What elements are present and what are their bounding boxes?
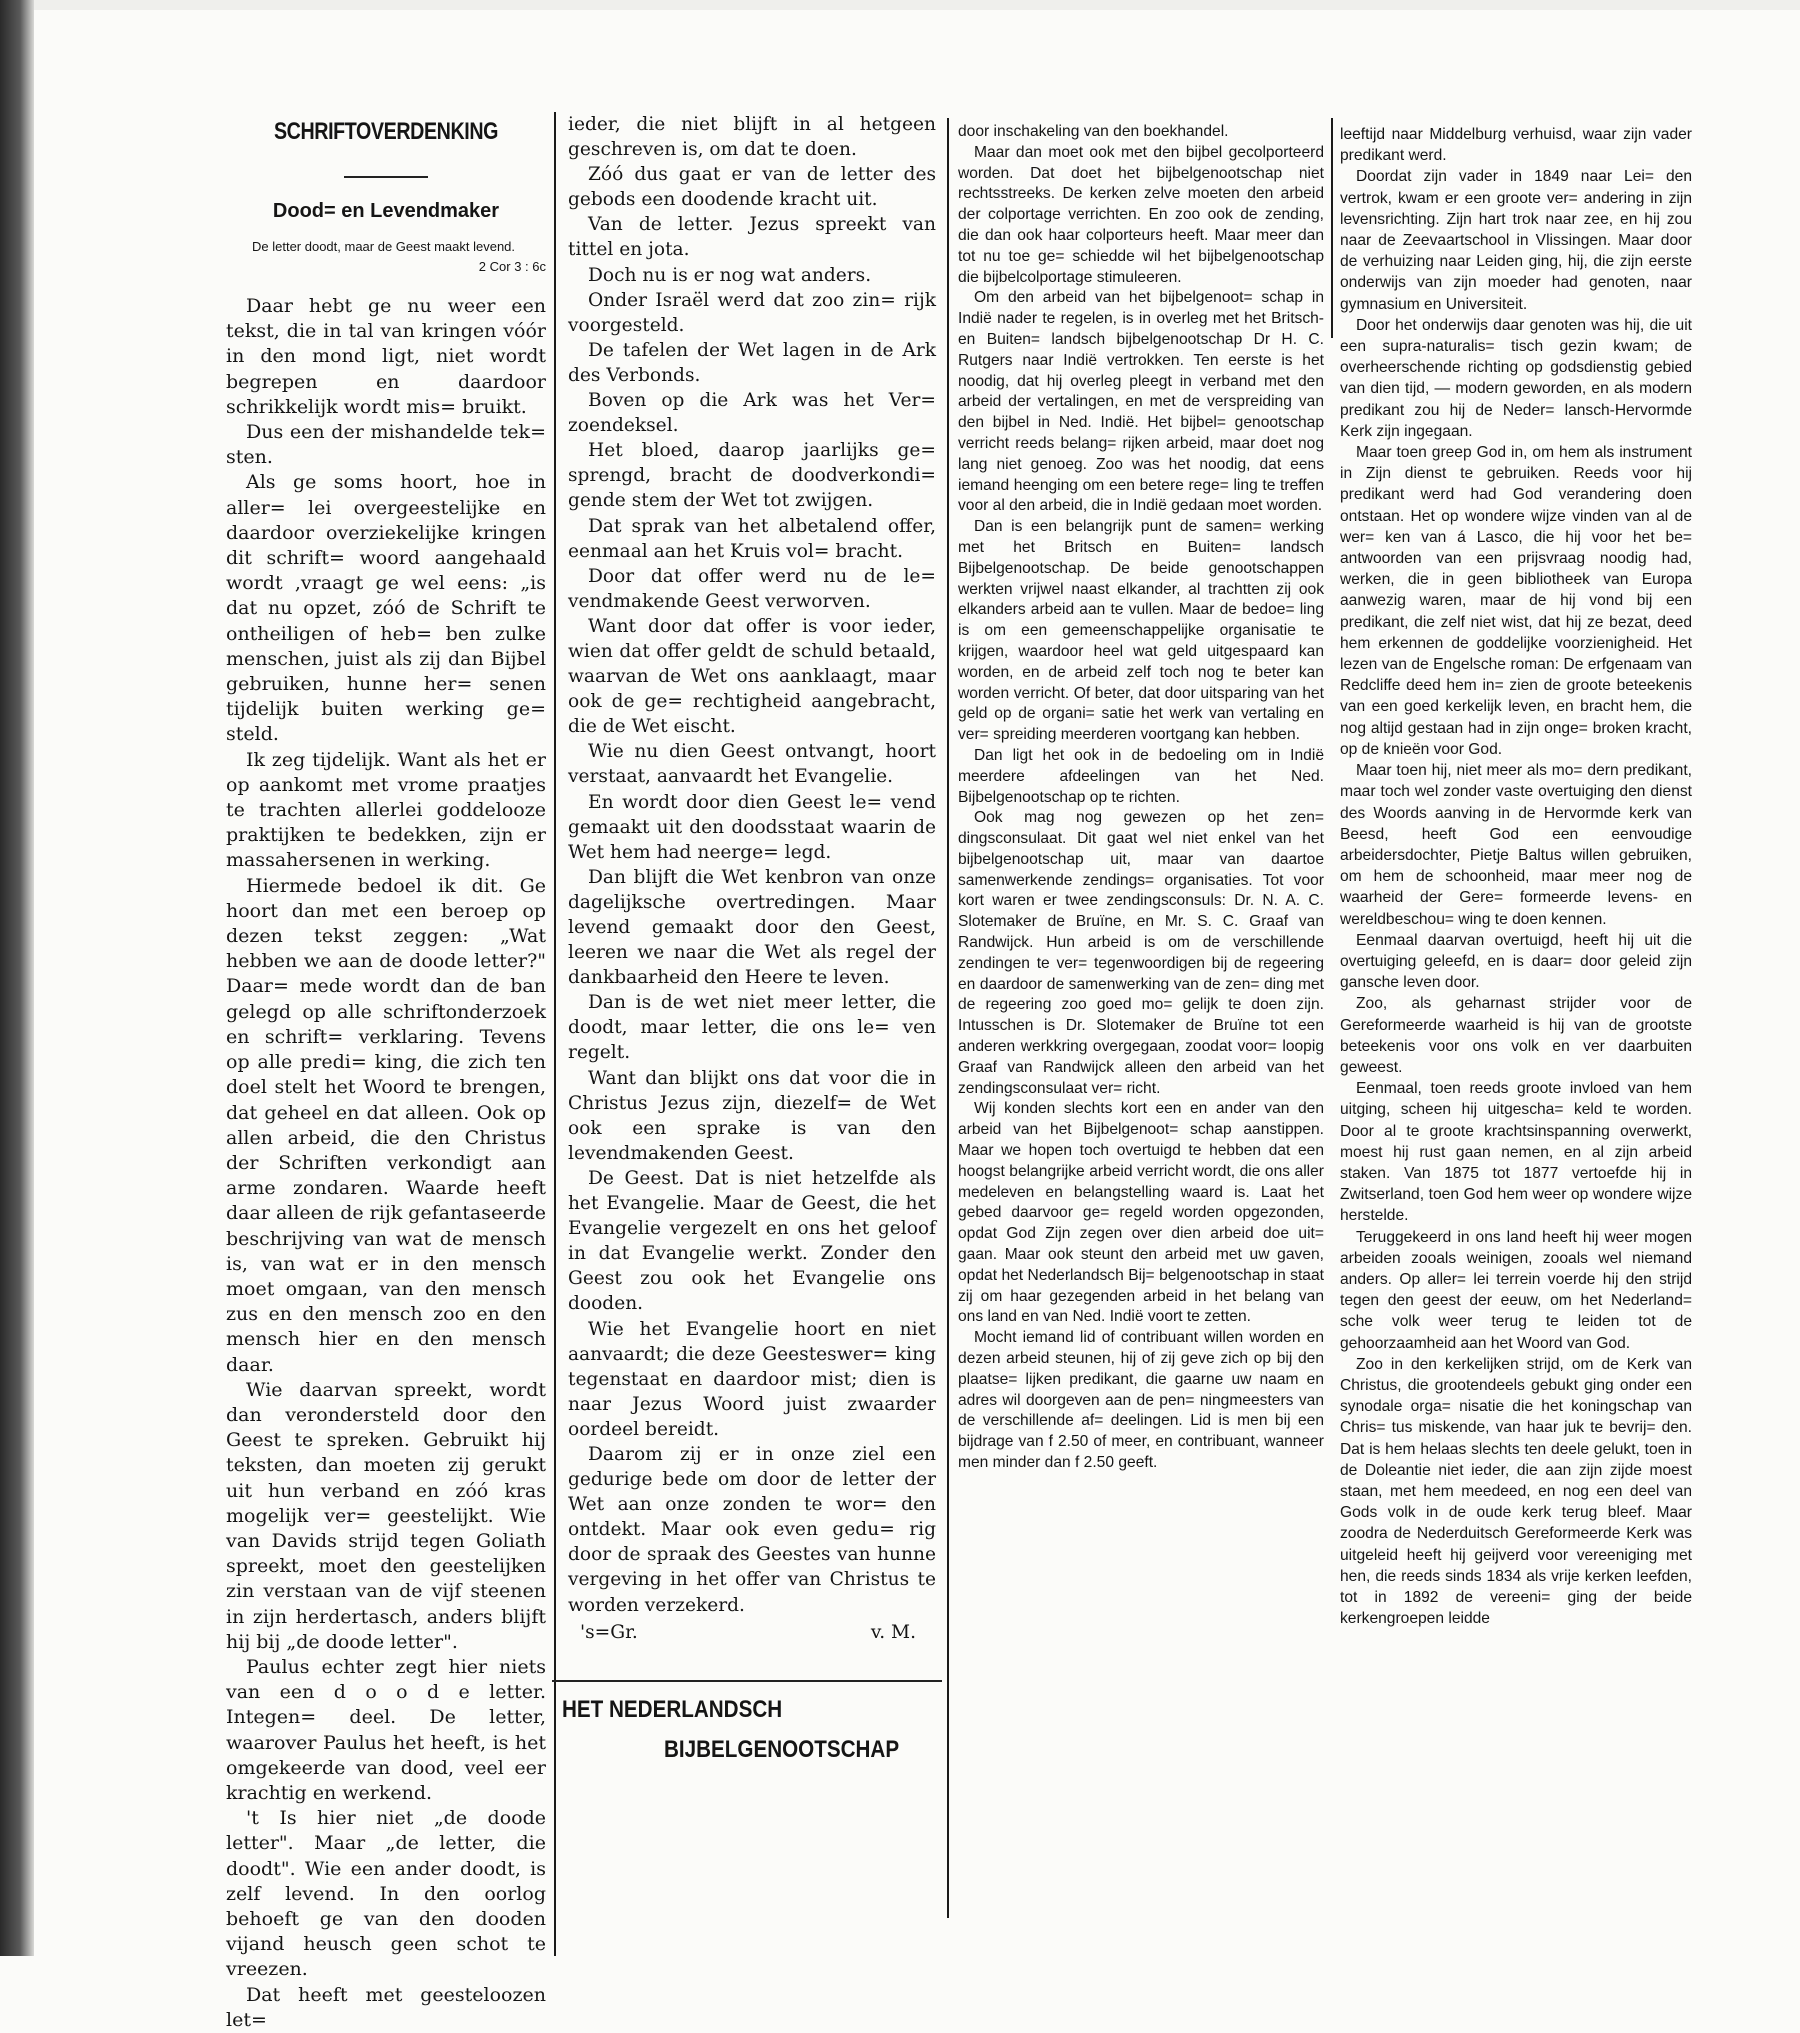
paragraph: Van de letter. Jezus spreekt van tittel en jota. bbox=[568, 214, 936, 261]
paragraph: Zóó dus gaat er van de letter des gebods een doodende kracht uit. bbox=[568, 164, 936, 211]
article2-title-line2: BIJBELGENOOTSCHAP bbox=[664, 1735, 900, 1763]
paragraph: Door het onderwijs daar genoten was hij, die uit een supra-naturalis= tisch gezin kwam; de overheerschende richting op godsdienstig gebied van dien tijd, — modern geworden, en als modern predikant zou hij de Neder= lansch-Hervormde Kerk zijn ingegaan. bbox=[1340, 316, 1692, 440]
paragraph: ieder, die niet blijft in al hetgeen geschreven is, om dat te doen. bbox=[568, 114, 936, 161]
paragraph: Paulus echter zegt hier niets van een d o o d e letter. Integen= deel. De letter, waarover Paulus het heeft, is het omgekeerde van dood, veel eer krachtig en werkend. bbox=[226, 1655, 546, 1804]
paragraph: door inschakeling van den boekhandel. bbox=[958, 123, 1229, 140]
paragraph: Eenmaal, toen reeds groote invloed van hem uitging, scheen hij uitgescha= keld te worden. Door al te groote krachtsinspanning overwerkt, moest hij rust gaan nemen, en al zijn arbeid staken. Van 1875 tot 1877 vertoefde hij in Zwitserland, toen God hem weer op wondere wijze herstelde. bbox=[1340, 1080, 1692, 1225]
paragraph: Eenmaal daarvan overtuigd, heeft hij uit die overtuiging geleefd, en is daar= door geleid zijn gansche leven door. bbox=[1340, 931, 1692, 992]
paragraph: Boven op die Ark was het Ver= zoendeksel. bbox=[568, 390, 936, 437]
paragraph: Dan blijft die Wet kenbron van onze dagelijksche overtredingen. Maar levend gemaakt door den Geest, leeren we naar die Wet als regel der dankbaarheid den Heere te leven. bbox=[568, 866, 936, 989]
column-3 bbox=[958, 122, 1324, 1966]
column-2 bbox=[562, 112, 936, 1956]
article2-title-line1: HET NEDERLANDSCH bbox=[562, 1695, 783, 1723]
paragraph: Maar dan moet ook met den bijbel gecolporteerd worden. Dat doet het bijbelgenootschap niet rechtsstreeks. De kerken zelve moeten den arbeid der colportage verrichten. En zoo ook de zending, die dan ook haar colporteurs heeft. Maar meer dan tot nu toe ge= schiedde wil het bijbelgenootschap die bijbelcolportage stimuleeren. bbox=[958, 143, 1324, 286]
paragraph: Zoo in den kerkelijken strijd, om de Kerk van Christus, die grootendeels gebukt ging onder een synodale orga= nisatie die het koningschap van Chris= tus miskende, van haar juk te bevrij= den. Dat is hem helaas slechts ten deele gelukt, toen in de Doleantie niet ieder, die aan zijn zijde moest staan, met hem meedeed, en nog een deel van Gods volk in de oude kerk terug bleef. Maar zoodra de Nederduitsch Gereformeerde Kerk was uitgeleid heeft hij geijverd voor vereeniging met hen, die reeds sinds 1834 als vrije kerken leefden, tot in 1892 de vereeni= ging der beide kerkengroepen leidde bbox=[1340, 1355, 1692, 1628]
paragraph: Om den arbeid van het bijbelgenoot= schap in Indië nader te regelen, is in overleg met het Britsch- en Buiten= landsch bijbelgenootschap Dr H. C. Rutgers naar Indië vertrokken. Ten eerste is het noodig, dat hij overleg pleegt in verband met den arbeid der vertalingen, en met de verspreiding van den bijbel in Ned. Indië. Het bijbel= genootschap verricht reeds belang= rijken arbeid, maar doet nog lang niet genoeg. Zoo was het noodig, dat eens iemand heenging om een betere rege= ling te treffen voor al den arbeid, die in Indië gedaan moet worden. bbox=[958, 289, 1324, 515]
paragraph: Dan is een belangrijk punt de samen= werking met het Britsch en Buiten= landsch Bijbelgenootschap. De beide genootschappen werkten vrijwel naast elkander, al trachtten zij ook elkanders arbeid aan te vullen. Maar de bedoe= ling is om een gemeenschappelijke organisatie te krijgen, waardoor heel wat geld uitgespaard kan worden, en de arbeid zelf toch nog te beter kan worden verricht. Of beter, dat door uitsparing van het geld op de organi= satie het werk van vertaling en ver= spreiding meerderen voortgang kan hebben. bbox=[958, 518, 1324, 744]
article-title: SCHRIFTOVERDENKING bbox=[273, 118, 499, 145]
paragraph: Wij konden slechts kort een en ander van den arbeid van het Bijbelgenoot= schap aanstippen. Maar we hopen toch overtuigd te hebben dat een hoogst belangrijke arbeid verricht wordt, die ons aller medeleven en belangstelling waard is. Laat het gebed daarvoor ge= regeld worden opgezonden, opdat God Zijn zegen over dien arbeid doe uit= gaan. Maar ook steunt den arbeid met uw gaven, opdat het Nederlandsch Bij= belgenootschap in staat zij om haar gezegenden arbeid in het belang van ons land en van Ned. Indië voort te zetten. bbox=[958, 1100, 1324, 1326]
column-divider bbox=[947, 118, 949, 1918]
paragraph: De tafelen der Wet lagen in de Ark des Verbonds. bbox=[568, 339, 936, 386]
paragraph: Dat heeft met geesteloozen let= bbox=[226, 1983, 546, 2031]
column-4 bbox=[1340, 124, 1692, 1968]
paragraph: Ik zeg tijdelijk. Want als het er op aankomt met vrome praatjes te trachten allerlei goddelooze praktijken te bedekken, zijn er massahersenen in werking. bbox=[226, 748, 546, 872]
paragraph: Maar toen greep God in, om hem als instrument in Zijn dienst te gebruiken. Reeds voor hij predikant werd had God verandering doen ontstaan. Het op wondere wijze vinden van al de wer= ken van á Lasco, die hij voor het be= antwoorden van een prijsvraag noodig had, werken, die in geen bibliotheek van Europa aanwezig waren, maar de hij vond bij een predikant, die zelf niet wist, dat hij ze bezat, deed hem erkennen de goddelijke voorzienigheid. Het lezen van de Engelsche roman: De erfgenaam van Redcliffe deed hem in= zien de groote beteekenis van een goed kerkelijk leven, en bracht hem, die nog altijd gestaan had in zijn onge= broken kracht, op de knieën voor God. bbox=[1340, 444, 1692, 758]
paragraph: De Geest. Dat is niet hetzelfde als het Evangelie. Maar de Geest, die het Evangelie vergezelt en ons het geloof in dat Evangelie werkt. Zonder den Geest zou ook het Evangelie ons dooden. bbox=[568, 1167, 936, 1315]
title-rule bbox=[344, 176, 428, 178]
paragraph: Maar toen hij, niet meer als mo= dern predikant, maar toch wel zonder vaste overtuiging den dienst des Woords aanving in de Hervormde kerk van Beesd, heeft God een eenvoudige arbeidersdochter, Pietje Baltus willen gebruiken, om hem de schoonheid, maar meer nog de waarheid der Gere= formeerde levens- en wereldbeschou= wing te doen kennen. bbox=[1340, 762, 1692, 928]
paragraph: Daar hebt ge nu weer een tekst, die in tal van kringen vóór in den mond ligt, niet wordt begrepen en daardoor schrikkelijk wordt mis= bruikt. bbox=[226, 295, 546, 418]
paragraph: En wordt door dien Geest le= vend gemaakt uit den doodsstaat waarin de Wet hem had neerge= legd. bbox=[568, 791, 936, 863]
paragraph: Zoo, als geharnast strijder voor de Gereformeerde waarheid is hij van de grootste beteekenis voor ons volk en ver daarbuiten geweest. bbox=[1340, 995, 1692, 1076]
motto: De letter doodt, maar de Geest maakt levend. bbox=[252, 239, 516, 254]
paragraph: leeftijd naar Middelburg verhuisd, waar zijn vader predikant werd. bbox=[1340, 126, 1692, 165]
scan-top-edge bbox=[0, 0, 1800, 10]
paragraph: Dan is de wet niet meer letter, die doodt, maar letter, die ons le= ven regelt. bbox=[568, 992, 936, 1064]
paragraph: Het bloed, daarop jaarlijks ge= sprengd, bracht de doodverkondi= gende stem der Wet tot zwijgen. bbox=[568, 440, 936, 512]
paragraph: Wie daarvan spreekt, wordt dan verondersteld door den Geest te spreken. Gebruikt hij teksten, dan moeten zij gerukt uit hun verband en zóó kras mogelijk ver= geestelijkt. Wie van Davids strijd tegen Goliath spreekt, moet den geestelijken zin verstaan van de vijf steenen in zijn herdertasch, anders blijft hij bij „de doode letter". bbox=[226, 1378, 546, 1653]
article-subtitle: Dood= en Levendmaker bbox=[272, 200, 500, 222]
paragraph: Dus een der mishandelde tek= sten. bbox=[226, 421, 546, 469]
article-box-rule bbox=[552, 1680, 942, 1682]
paragraph: Door dat offer werd nu de le= vendmakende Geest verworven. bbox=[568, 565, 936, 612]
paragraph: Teruggekeerd in ons land heeft hij weer mogen arbeiden zooals weinigen, zooals wel niemand anders. Op aller= lei terrein voerde hij den strijd tegen den geest der eeuw, om het Nederland= sche volk weer terug te leiden tot de gehoorzaamheid aan het Woord van God. bbox=[1340, 1228, 1692, 1352]
column-1 bbox=[226, 112, 546, 2031]
paragraph: Onder Israël werd dat zoo zin= rijk voorgesteld. bbox=[568, 289, 936, 336]
column-divider bbox=[1331, 118, 1333, 338]
paragraph: Wie nu dien Geest ontvangt, hoort verstaat, aanvaardt het Evangelie. bbox=[568, 741, 936, 788]
paragraph: Want door dat offer is voor ieder, wien dat offer geldt de schuld betaald, waarvan de Wet ons aanklaagt, maar ook de ge= rechtigheid aangebracht, die de Wet eischt. bbox=[568, 615, 936, 738]
paragraph: Doordat zijn vader in 1849 naar Lei= den vertrok, kwam er een groote ver= andering in zijn levensrichting. Zijn hart trok naar zee, en hij zou naar de Zeevaartschool in Vlissingen. Maar door de verhuizing naar Leiden ging, hij, die zijn eerste onderwijs van zijn moeder had genoten, naar gymnasium en Universiteit. bbox=[1340, 168, 1692, 313]
signature bbox=[568, 1620, 936, 1646]
paragraph: Dat sprak van het albetalend offer, eenmaal aan het Kruis vol= bracht. bbox=[568, 515, 936, 562]
paragraph: Wie het Evangelie hoort en niet aanvaardt; die deze Geesteswer= king tegenstaat en daardoor mist; dien is naar Jezus Woord juist zwaarder oordeel bereidt. bbox=[568, 1318, 936, 1440]
paragraph: Ook mag nog gewezen op het zen= dingsconsulaat. Dit gaat wel niet enkel van het bijbelgenootschap uit, maar van daartoe samenwerkende zendings= organisaties. Tot voor kort waren er twee zendingsconsuls: Dr. N. A. C. Slotemaker de Bruïne, en Mr. S. C. Graaf van Randwijck. Hun arbeid is om de verschillende zendingen te ver= tegenwoordigen bij de regeering en daardoor de samenwerking van de zen= ding met de regeering zoo goed mo= gelijk te doen zijn. Intusschen is Dr. Slotemaker de Bruïne tot een anderen werkkring overgegaan, zoodat voor= loopig Graaf van Randwijck alleen den arbeid van het zendingsconsulaat ver= richt. bbox=[958, 809, 1324, 1097]
paragraph: Doch nu is er nog wat anders. bbox=[588, 264, 872, 286]
paragraph: Als ge soms hoort, hoe in aller= lei overgeestelijke en daardoor overziekelijke kringen dit schrift= woord aangehaald wordt ,vraagt ge wel eens: „is dat nu opzet, zóó de Schrift te ontheiligen of heb= ben zulke menschen, juist als zij dan Bijbel gebruiken, hunne her= senen tijdelijk buiten werking ge= steld. bbox=[226, 471, 546, 746]
signature-place: 's=Gr. bbox=[580, 1621, 638, 1643]
signature-author: v. M. bbox=[870, 1621, 916, 1643]
paragraph: Want dan blijkt ons dat voor die in Christus Jezus zijn, diezelf= de Wet ook een sprake is van den levendmakenden Geest. bbox=[568, 1067, 936, 1164]
scripture-reference: 2 Cor 3 : 6c bbox=[478, 259, 546, 274]
paragraph: Dan ligt het ook in de bedoeling om in Indië meerdere afdeelingen van het Ned. Bijbelgenootschap op te richten. bbox=[958, 746, 1324, 806]
paragraph: Mocht iemand lid of contribuant willen worden en dezen arbeid steunen, hij of zij geve zich op bij den plaatse= lijken predikant, die gaarne uw naam en adres wil doorgeven aan de pen= ningmeesters van de verschillende af= deelingen. Lid is men bij een bijdrage van f 2.50 of meer, en contribuant, wanneer men minder dan f 2.50 geeft. bbox=[958, 1329, 1324, 1471]
paragraph: Daarom zij er in onze ziel een gedurige bede om door de letter der Wet aan onze zonden te wor= den ontdekt. Maar ook even gedu= rig door de spraak des Geestes van hunne vergeving in het offer van Christus te worden verzekerd. bbox=[568, 1443, 936, 1616]
scan-left-edge bbox=[0, 0, 34, 1956]
paragraph: 't Is hier niet „de doode letter". Maar „de letter, die doodt". Wie een ander doodt, is zelf levend. In den oorlog behoeft ge van den dooden vijand heusch geen schot te vreezen. bbox=[226, 1807, 546, 1981]
paragraph: Hiermede bedoel ik dit. Ge hoort dan met een beroep op dezen tekst zeggen: „Wat hebben we aan de doode letter?" Daar= mede wordt dan de ban gelegd op alle schriftonderzoek en schrift= verklaring. Tevens op alle predi= king, die zich ten doel stelt het Woord te brengen, dat geheel en dat alleen. Ook op allen arbeid, die den Christus der Schriften verkondigt aan arme zondaren. Waarde heeft daar alleen de rijk gefantaseerde beschrijving van wat de mensch is, van wat er in den mensch moet omgaan, van den mensch zus en den mensch zoo en den mensch hier en den mensch daar. bbox=[226, 874, 546, 1376]
